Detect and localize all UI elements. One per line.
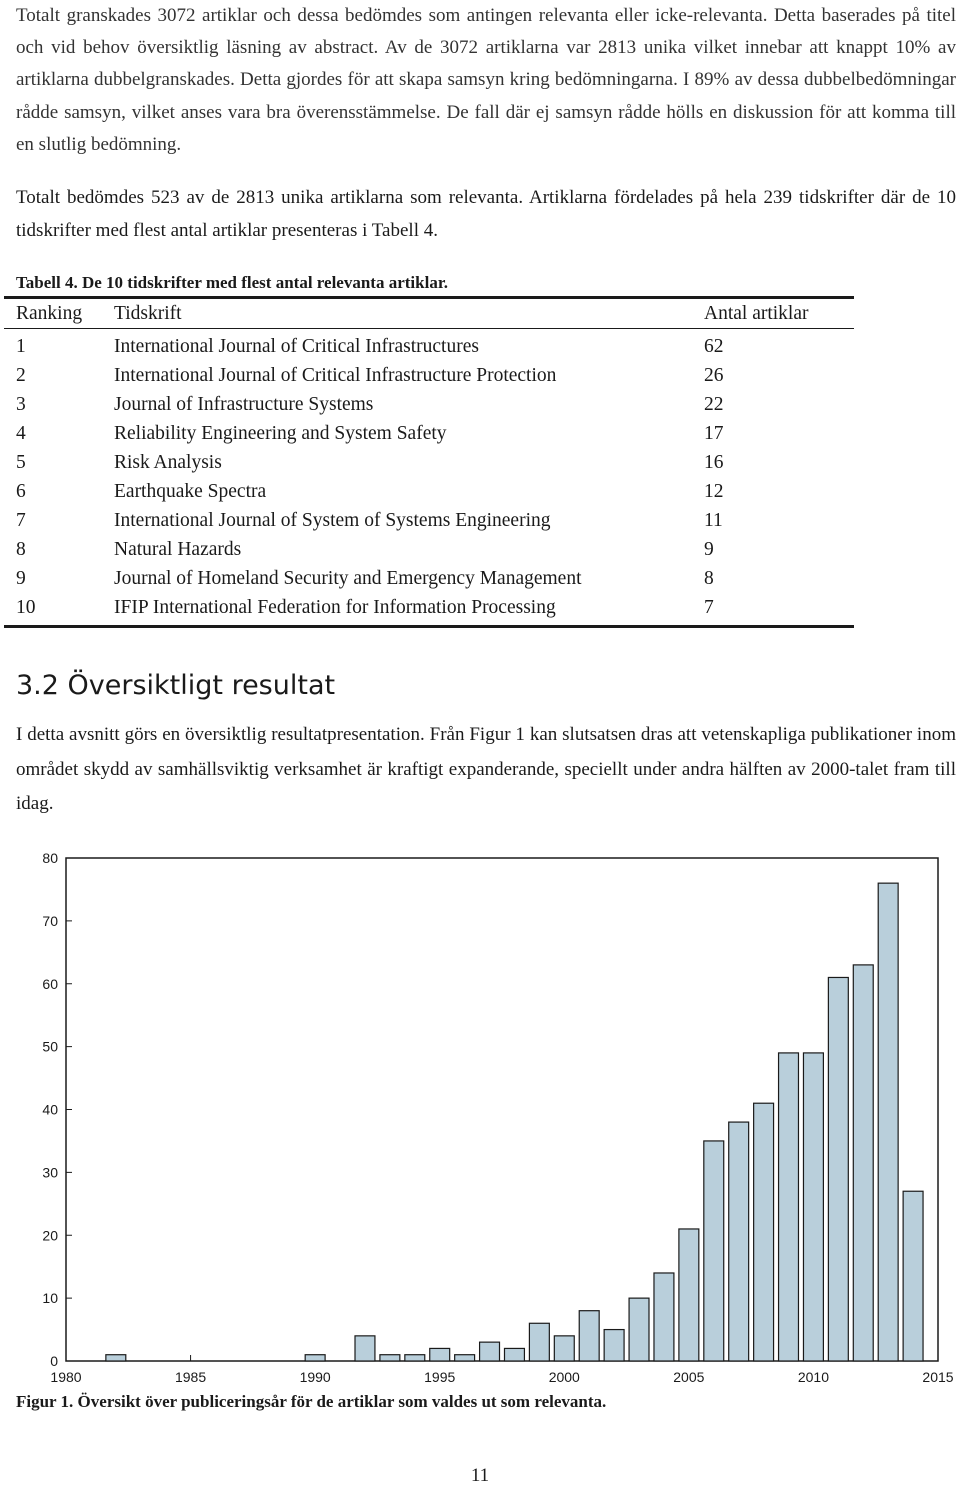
journal-table: [4, 296, 854, 628]
bar-2003: [629, 1298, 649, 1361]
count-cell: 26: [704, 364, 724, 386]
journal-cell: Journal of Infrastructure Systems: [114, 393, 374, 415]
bar-1992: [355, 1336, 375, 1361]
journal-cell: International Journal of Critical Infrastructures: [114, 335, 479, 357]
x-tick-label: 1985: [174, 1369, 207, 1385]
bar-2013: [878, 883, 898, 1361]
y-tick-label: 60: [42, 975, 58, 992]
rank-cell: 6: [16, 480, 26, 502]
rank-cell: 3: [16, 393, 26, 415]
journal-cell: Journal of Homeland Security and Emergency Management: [114, 567, 582, 589]
bar-1982: [106, 1355, 126, 1361]
table-row: [4, 564, 854, 593]
journal-cell: International Journal of System of Systems Engineering: [114, 509, 551, 531]
journal-cell: International Journal of Critical Infrastructure Protection: [114, 364, 557, 386]
y-tick-label: 20: [42, 1227, 58, 1244]
y-tick-label: 0: [50, 1353, 58, 1369]
rank-cell: 5: [16, 451, 26, 473]
table-header-row: [4, 298, 854, 329]
intro-paragraph: Totalt granskades 3072 artiklar och dessa bedömdes som antingen relevanta eller icke-relevanta. Detta baserades på titel och vid behov översiktlig läsning av abstract. Av de 3072 artiklarna var 2813 unika vilket innebar att knappt 10% av artiklarna dubbelgranskades. Detta gjordes för att skapa samsyn kring bedömningarna. I 89% av dessa dubbelbedömningar rådde samsyn, vilket anses vara bra överensstämmelse. De fall där ej samsyn rådde hölls en diskussion för att komma till en slutlig bedömning.: [16, 5, 956, 155]
count-cell: 16: [704, 451, 724, 473]
section-paragraph: I detta avsnitt görs en översiktlig resultatpresentation. Från Figur 1 kan slutsatsen dras att vetenskapliga publikationer inom området skydd av samhällsviktig verksamhet är kraftigt expanderande, speciellt under andra hälften av 2000-talet fram till idag.: [16, 724, 956, 814]
section-heading: 3.2 Översiktligt resultat: [16, 670, 336, 701]
table-row: [4, 361, 854, 390]
bar-1998: [504, 1348, 524, 1361]
rank-cell: 2: [16, 364, 26, 386]
count-cell: 17: [704, 422, 724, 444]
bar-2011: [828, 977, 848, 1361]
count-cell: 11: [704, 509, 723, 531]
table-caption: Tabell 4. De 10 tidskrifter med flest antal relevanta artiklar.: [16, 273, 449, 292]
x-tick-label: 2015: [922, 1369, 954, 1385]
bar-2010: [803, 1053, 823, 1361]
bar-2009: [779, 1053, 799, 1361]
x-tick-label: 2005: [673, 1369, 705, 1385]
y-tick-label: 70: [42, 912, 58, 929]
table-row: [4, 593, 854, 627]
header-tidskrift: Tidskrift: [114, 302, 182, 324]
rank-cell: 10: [16, 596, 36, 618]
bar-1994: [405, 1355, 425, 1361]
results-paragraph: Totalt bedömdes 523 av de 2813 unika artiklarna som relevanta. Artiklarna fördelades på hela 239 tidskrifter där de 10 tidskrifter med flest antal artiklar presenteras i Tabell 4.: [16, 187, 956, 241]
bar-2005: [679, 1229, 699, 1361]
rank-cell: 8: [16, 538, 26, 560]
header-antal: Antal artiklar: [704, 302, 809, 324]
y-tick-label: 50: [42, 1038, 58, 1055]
count-cell: 12: [704, 480, 724, 502]
count-cell: 62: [704, 335, 724, 357]
journal-cell: Natural Hazards: [114, 538, 242, 560]
y-tick-label: 10: [42, 1290, 58, 1307]
table-row: [4, 448, 854, 477]
y-tick-label: 80: [42, 850, 58, 866]
table-row: [4, 419, 854, 448]
bar-2004: [654, 1273, 674, 1361]
journal-cell: Reliability Engineering and System Safety: [114, 422, 447, 444]
bar-1990: [305, 1355, 325, 1361]
table-row: [4, 477, 854, 506]
y-tick-label: 30: [42, 1164, 58, 1181]
y-tick-label: 40: [42, 1101, 58, 1118]
x-tick-label: 1995: [424, 1369, 456, 1385]
table-row: [4, 535, 854, 564]
bar-2007: [729, 1122, 749, 1361]
journal-cell: Earthquake Spectra: [114, 480, 267, 502]
table-row: [4, 329, 854, 362]
bar-1996: [455, 1355, 475, 1361]
bar-2008: [754, 1103, 774, 1361]
rank-cell: 1: [16, 335, 26, 357]
journal-cell: Risk Analysis: [114, 451, 222, 473]
page-number: 11: [470, 1465, 490, 1486]
rank-cell: 4: [16, 422, 26, 444]
bar-2001: [579, 1311, 599, 1361]
x-tick-label: 2000: [548, 1369, 580, 1385]
table-row: [4, 390, 854, 419]
x-tick-label: 2010: [797, 1369, 830, 1385]
bar-1997: [480, 1342, 500, 1361]
figure-caption: Figur 1. Översikt över publiceringsår för de artiklar som valdes ut som relevanta.: [16, 1392, 607, 1411]
bar-1999: [529, 1323, 549, 1361]
bar-1995: [430, 1348, 450, 1361]
bar-2000: [554, 1336, 574, 1361]
count-cell: 8: [704, 567, 714, 589]
bars-group: [106, 883, 923, 1361]
header-ranking: Ranking: [16, 302, 83, 324]
x-tick-label: 1980: [50, 1369, 82, 1385]
rank-cell: 9: [16, 567, 26, 589]
y-axis: [42, 850, 72, 1369]
x-tick-label: 1990: [299, 1369, 331, 1385]
count-cell: 7: [704, 596, 714, 618]
bar-2012: [853, 965, 873, 1361]
bar-2006: [704, 1141, 724, 1361]
publication-year-chart: [0, 840, 960, 1392]
bar-2002: [604, 1330, 624, 1361]
rank-cell: 7: [16, 509, 26, 531]
bar-2014: [903, 1191, 923, 1361]
count-cell: 22: [704, 393, 724, 415]
count-cell: 9: [704, 538, 714, 560]
bar-1993: [380, 1355, 400, 1361]
table-row: [4, 506, 854, 535]
journal-cell: IFIP International Federation for Information Processing: [114, 596, 556, 618]
